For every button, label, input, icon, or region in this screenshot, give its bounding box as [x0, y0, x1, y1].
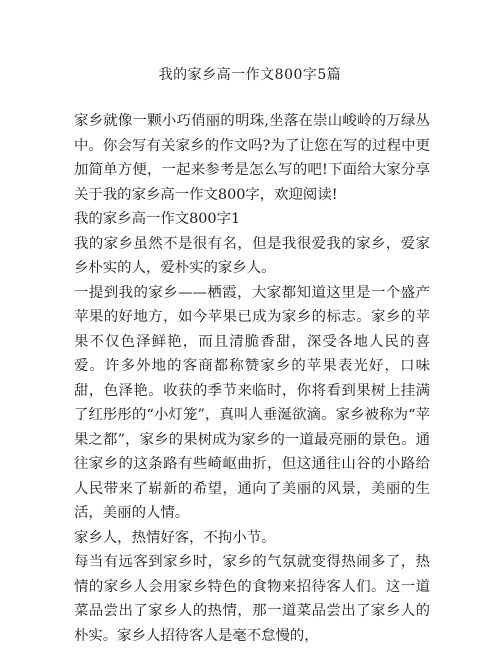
body-paragraph: 家乡人，热情好客，不拘小节。 [74, 529, 276, 546]
document-title: 我的家乡高一作文800字5篇 [158, 67, 342, 83]
document-body [74, 109, 430, 648]
section-heading: 我的家乡高一作文800字1 [74, 211, 241, 227]
body-paragraph: 一提到我的家乡——栖霞，大家都知道这里是一个盛产苹果的好地方，如今苹果已成为家乡的标志。家乡的苹果不仅色泽鲜艳，而且清脆香甜，深受各地人民的喜爱。许多外地的客商都称赞家乡的苹果表光好，口味甜，色泽艳。收获的季节来临时，你将看到果树上挂满了红彤彤的“小灯笼”，真叫人垂涎欲滴。家乡被称为“苹果之都”，家乡的果树成为家乡的一道最亮丽的景色。通往家乡的这条路有些崎岖曲折，但这通往山谷的小路给人民带来了崭新的希望，通向了美丽的风景，美丽的生活，美丽的人情。 [74, 284, 430, 521]
body-paragraph: 每当有远客到家乡时，家乡的气氛就变得热闹多了，热情的家乡人会用家乡特色的食物来招待客人们。这一道菜品尝出了家乡人的热情，那一道菜品尝出了家乡人的朴实。家乡人招待客人是毫不怠慢的， [74, 554, 430, 644]
body-paragraph: 我的家乡虽然不是很有名，但是我很爱我的家乡，爱家乡朴实的人，爱朴实的家乡人。 [74, 235, 430, 276]
intro-paragraph: 家乡就像一颗小巧俏丽的明珠,坐落在崇山峻岭的万绿丛中。你会写有关家乡的作文吗?为了让您在写的过程中更加简单方便，一起来参考是怎么写的吧!下面给大家分享关于我的家乡高一作文800字，欢迎阅读! [74, 113, 430, 203]
